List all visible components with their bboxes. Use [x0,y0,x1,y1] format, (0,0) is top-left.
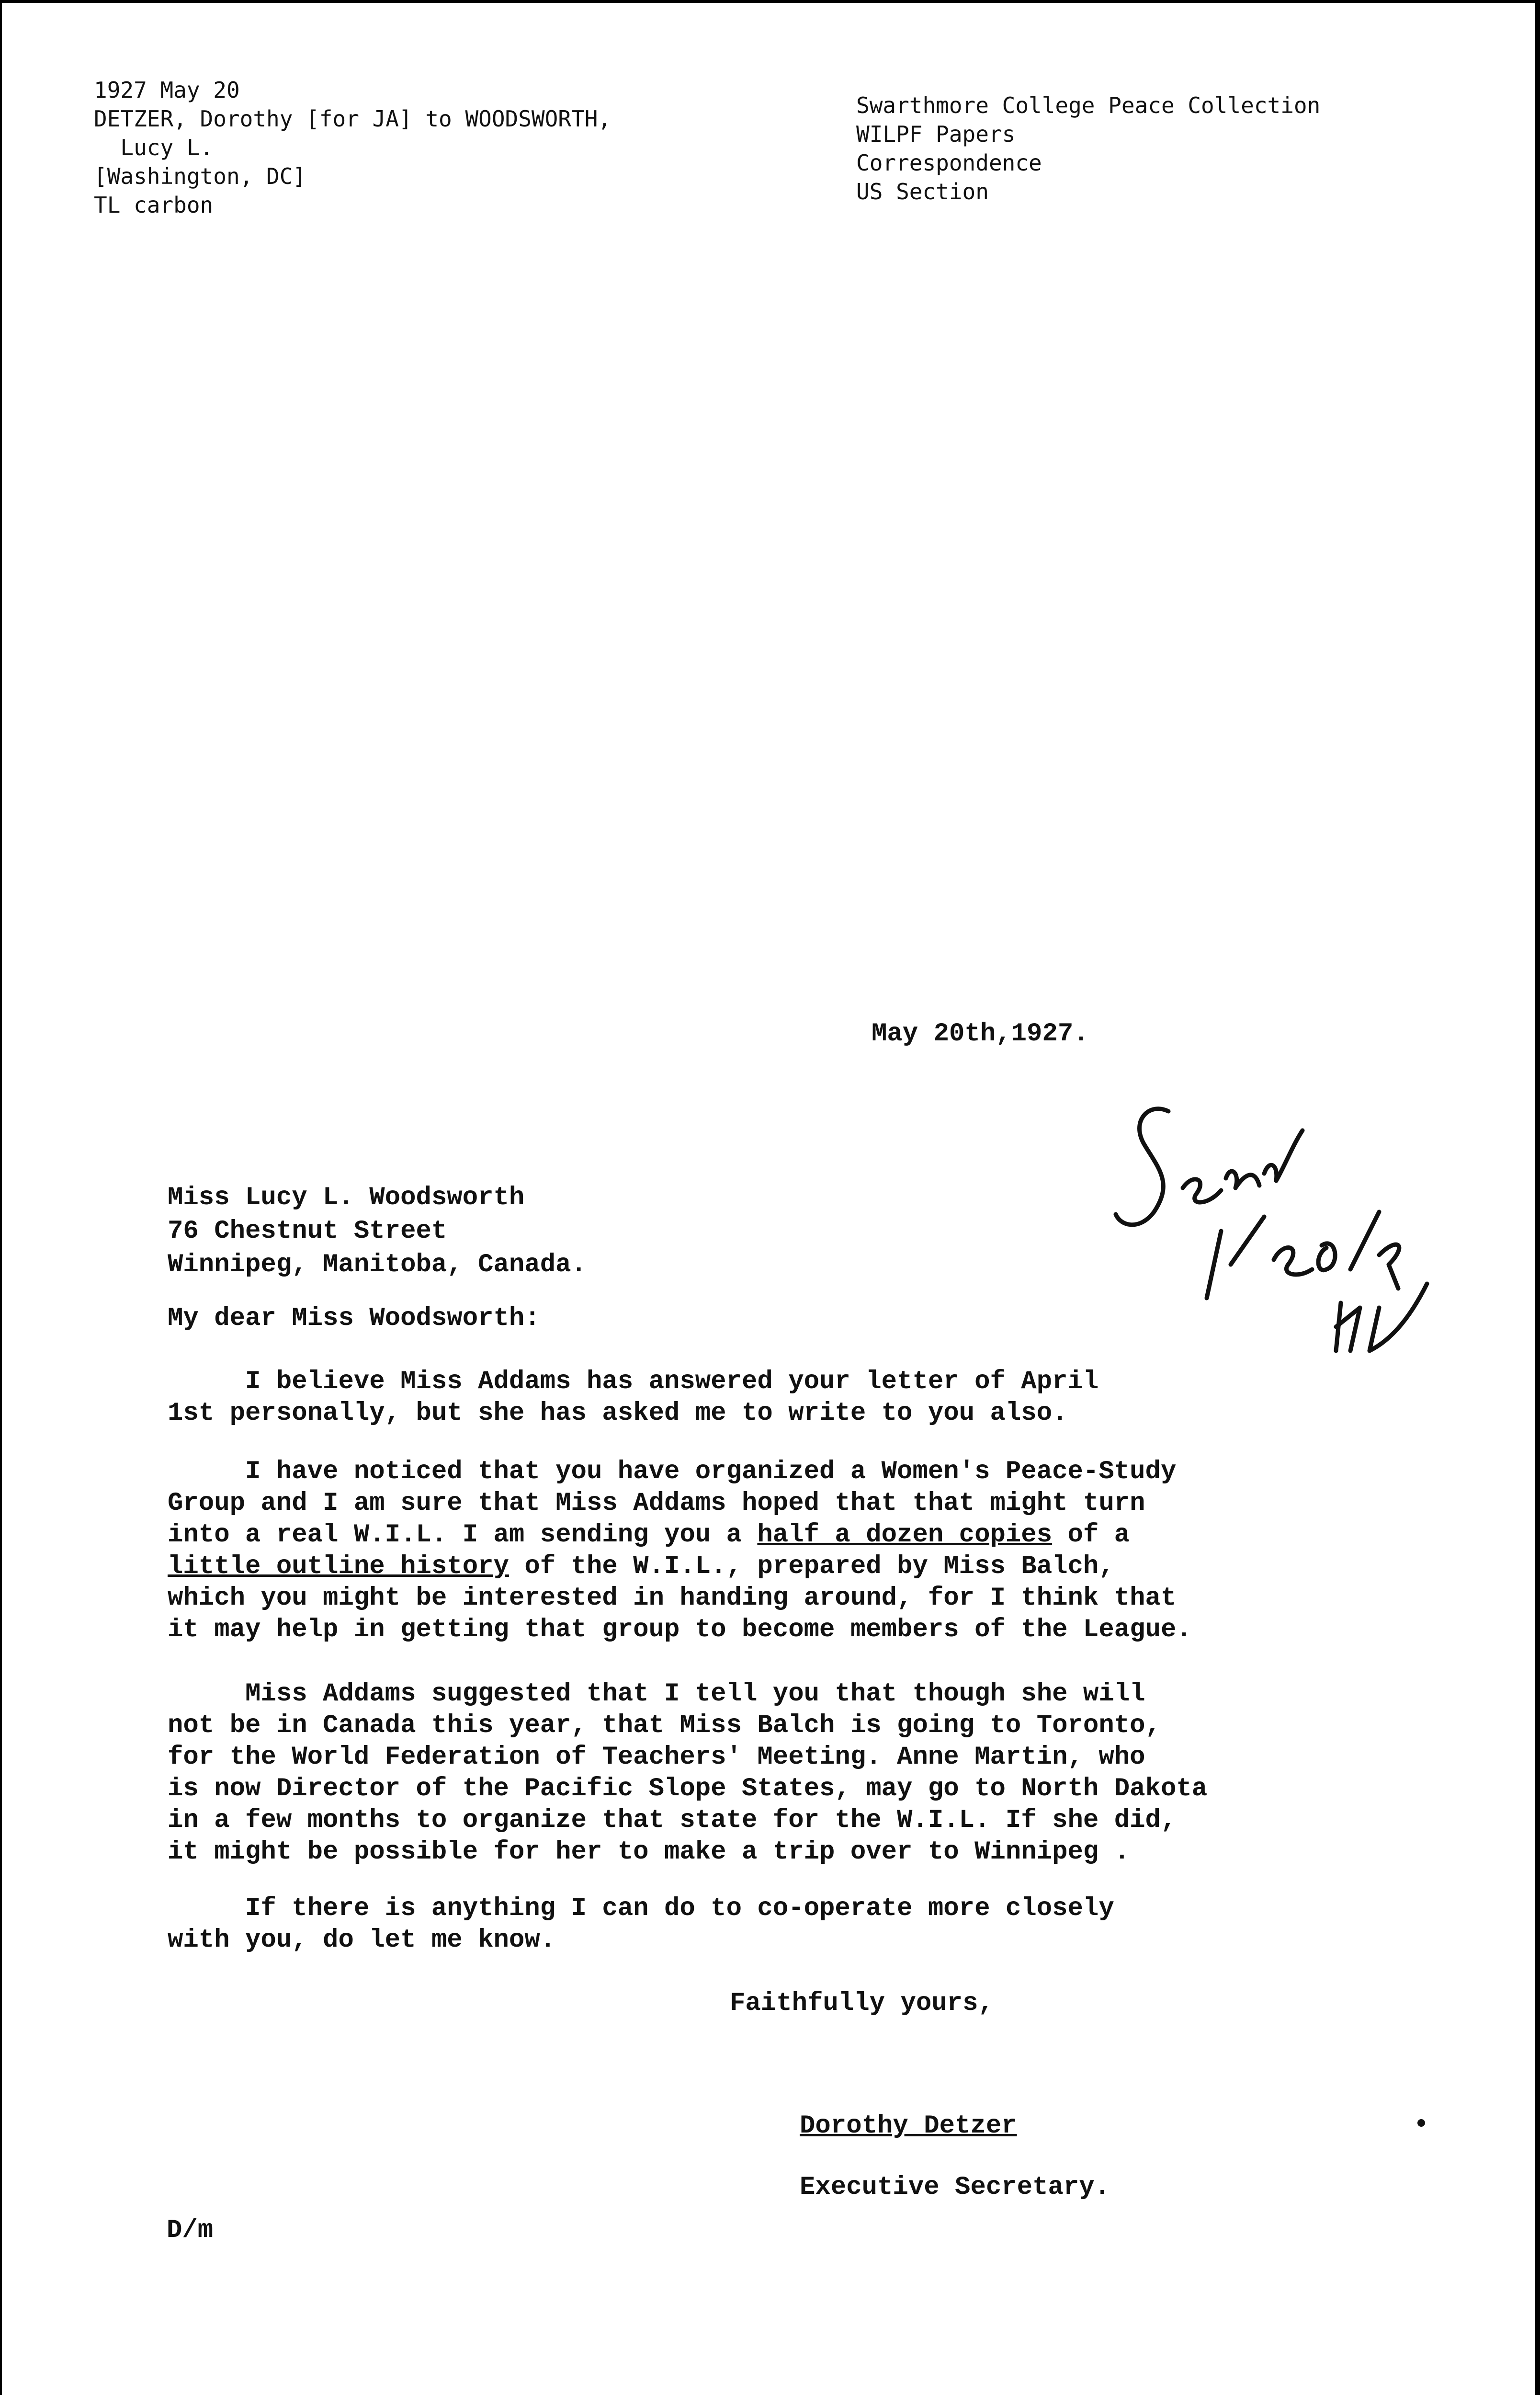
paragraph-line: is now Director of the Pacific Slope States, may go to North Dakota [168,1774,1208,1803]
ink-dot [1417,2119,1425,2127]
catalog-section: US Section [856,179,989,205]
underlined-text: half a dozen copies [757,1520,1053,1550]
underlined-text: little outline history [168,1552,509,1581]
catalog-place: [Washington, DC] [94,163,306,189]
paragraph-line: in a few months to organize that state for the W.I.L. If she did, [168,1806,1177,1835]
text-run: into a real W.I.L. I am sending you a [168,1520,758,1550]
paragraph-line [168,1519,1192,1551]
signature-name: Dorothy Detzer [800,2111,1017,2141]
signature-title: Executive Secretary. [800,2173,1110,2202]
catalog-papers: WILPF Papers [856,121,1016,147]
paragraph-line: it might be possible for her to make a trip over to Winnipeg . [168,1837,1130,1867]
catalog-collection: Swarthmore College Peace Collection [856,92,1321,118]
paragraph-3 [168,1678,1207,1868]
catalog-date: 1927 May 20 [94,77,240,103]
text-run: of the W.I.L., prepared by Miss Balch, [509,1552,1114,1581]
paragraph-line: I have noticed that you have organized a Women's Peace-Study [168,1457,1177,1486]
paragraph-line: with you, do let me know. [168,1926,556,1955]
paragraph-line: Miss Addams suggested that I tell you that though she will [168,1679,1145,1709]
paragraph-line: for the World Federation of Teachers' Meeting. Anne Martin, who [168,1743,1145,1772]
catalog-correspondents: DETZER, Dorothy [for JA] to WOODSWORTH, [94,106,611,132]
paragraph-line: which you might be interested in handing around, for I think that [168,1584,1177,1613]
scan-border-left [0,0,2,2395]
catalog-correspondents-cont: Lucy L. [94,135,214,160]
recipient-address [168,1181,587,1282]
paragraph-1 [168,1366,1098,1429]
typist-initials: D/m [167,2216,214,2245]
scan-border-right [1535,0,1540,2395]
paragraph-line: If there is anything I can do to co-operate more closely [168,1894,1114,1923]
catalog-metadata-right [856,91,1320,206]
address-line: 76 Chestnut Street [168,1217,447,1246]
salutation: My dear Miss Woodsworth: [168,1304,540,1333]
paragraph-line: it may help in getting that group to become members of the League. [168,1615,1192,1644]
paragraph-2 [168,1456,1192,1646]
paragraph-4 [168,1893,1114,1956]
paragraph-line: not be in Canada this year, that Miss Balch is going to Toronto, [168,1711,1161,1740]
address-line: Miss Lucy L. Woodsworth [168,1183,525,1212]
handwritten-annotation [1111,1102,1475,1399]
catalog-metadata-left [94,76,611,219]
paragraph-line: I believe Miss Addams has answered your letter of April [168,1367,1099,1396]
scan-border-top [0,0,1540,3]
text-run: of a [1052,1520,1130,1550]
address-line: Winnipeg, Manitoba, Canada. [168,1250,587,1279]
catalog-format: TL carbon [94,192,214,218]
closing: Faithfully yours, [730,1989,994,2018]
paragraph-line [168,1551,1192,1583]
paragraph-line: Group and I am sure that Miss Addams hoped that that might turn [168,1489,1145,1518]
catalog-series: Correspondence [856,150,1042,176]
letter-date: May 20th,1927. [872,1019,1089,1049]
paragraph-line: 1st personally, but she has asked me to write to you also. [168,1399,1068,1428]
